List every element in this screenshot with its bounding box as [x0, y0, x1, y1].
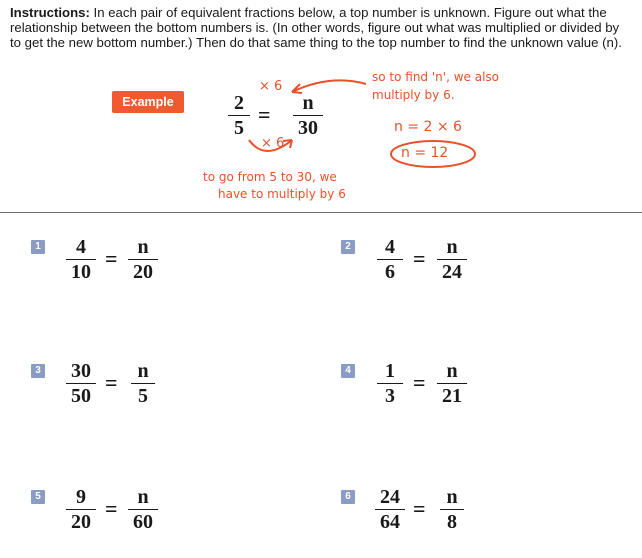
right-denominator: 5 [138, 385, 148, 407]
problem-number-badge: 4 [341, 364, 355, 378]
example-equals: = [258, 102, 271, 127]
fraction-bar [375, 509, 405, 510]
problem-right-fraction [437, 236, 467, 283]
fraction-bar [437, 383, 467, 384]
example-answer: n = 12 [401, 145, 449, 161]
problem-left-fraction [377, 236, 403, 283]
equals-sign: = [105, 246, 118, 271]
problem-number-badge: 2 [341, 240, 355, 254]
equals-sign: = [105, 370, 118, 395]
problem-right-fraction [128, 236, 158, 283]
right-numerator: n [446, 360, 458, 382]
fraction-bar [66, 383, 96, 384]
left-numerator: 24 [380, 486, 400, 508]
problem-right-fraction [128, 486, 158, 533]
left-denominator: 64 [380, 511, 400, 533]
equals-sign: = [413, 496, 426, 521]
example-note-right-line1: so to find 'n', we also [372, 70, 499, 84]
fraction-bar [128, 509, 158, 510]
right-numerator: n [446, 236, 458, 258]
example-bottom-multiplier: × 6 [261, 136, 285, 151]
problem-left-fraction [377, 360, 403, 407]
problem-right-fraction [440, 486, 464, 533]
fraction-bar [437, 259, 467, 260]
right-denominator: 60 [133, 511, 153, 533]
problem-number-badge: 3 [31, 364, 45, 378]
example-top-multiplier: × 6 [259, 79, 283, 94]
fraction-bar [131, 383, 155, 384]
left-denominator: 6 [385, 261, 395, 283]
left-denominator: 3 [385, 385, 395, 407]
problem-right-fraction [131, 360, 155, 407]
right-numerator: n [137, 486, 149, 508]
instructions-text: In each pair of equivalent fractions below, a top number is unknown. Figure out what the relationship between the bottom numbers is. (In other words, figure out what was multiplied or divided by to get the new bottom number.) Then do that same thing to the top number to find the unknown value (n). [10, 5, 622, 50]
left-numerator: 4 [76, 236, 86, 258]
left-denominator: 10 [71, 261, 91, 283]
example-note-bottom-line1: to go from 5 to 30, we [203, 170, 337, 184]
example-right-denominator: 30 [298, 117, 318, 139]
example-badge: Example [112, 91, 184, 113]
fraction-bar [377, 259, 403, 260]
left-numerator: 1 [385, 360, 395, 382]
section-divider [0, 212, 642, 213]
right-denominator: 24 [442, 261, 462, 283]
left-numerator: 4 [385, 236, 395, 258]
fraction-bar [377, 383, 403, 384]
left-numerator: 30 [71, 360, 91, 382]
right-numerator: n [137, 236, 149, 258]
equals-sign: = [413, 246, 426, 271]
problem-number-badge: 5 [31, 490, 45, 504]
problem-left-fraction [66, 486, 96, 533]
left-denominator: 20 [71, 511, 91, 533]
problem-number-badge: 1 [31, 240, 45, 254]
fraction-bar [66, 259, 96, 260]
fraction-bar [440, 509, 464, 510]
equals-sign: = [105, 496, 118, 521]
right-denominator: 21 [442, 385, 462, 407]
equals-sign: = [413, 370, 426, 395]
problem-left-fraction [375, 486, 405, 533]
left-denominator: 50 [71, 385, 91, 407]
example-note-bottom-line2: have to multiply by 6 [218, 187, 346, 201]
fraction-bar [66, 509, 96, 510]
problem-number-badge: 6 [341, 490, 355, 504]
right-numerator: n [446, 486, 458, 508]
example-right-numerator: n [302, 92, 314, 114]
example-left-denominator: 5 [234, 117, 244, 139]
example-note-right-line2: multiply by 6. [372, 88, 455, 102]
top-arrow [292, 80, 366, 92]
right-numerator: n [137, 360, 149, 382]
problem-right-fraction [437, 360, 467, 407]
instructions-label: Instructions: [10, 5, 90, 20]
example-calc: n = 2 × 6 [394, 119, 462, 135]
right-denominator: 8 [447, 511, 457, 533]
right-denominator: 20 [133, 261, 153, 283]
problem-left-fraction [66, 360, 96, 407]
problem-left-fraction [66, 236, 96, 283]
example-left-numerator: 2 [234, 92, 244, 114]
left-numerator: 9 [76, 486, 86, 508]
fraction-bar [128, 259, 158, 260]
